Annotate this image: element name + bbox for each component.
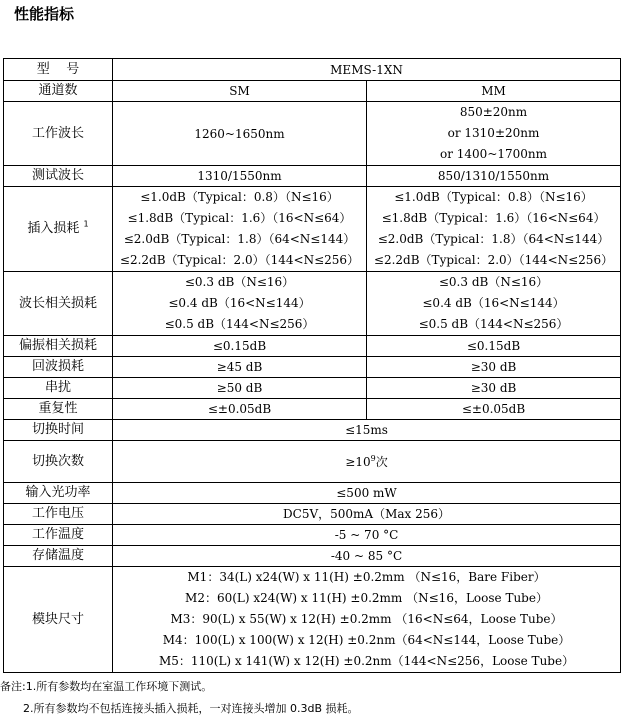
table-row: [4, 187, 621, 272]
footnote-mark: 1: [83, 219, 89, 229]
cell-value: [113, 441, 621, 483]
row-label: 切换次数: [4, 441, 113, 483]
cell-value: ≤±0.05dB: [113, 399, 367, 420]
table-row: [4, 525, 621, 546]
cell-value: ≥50 dB: [113, 378, 367, 399]
row-label: 工作波长: [4, 102, 113, 166]
cell-value: [113, 272, 367, 336]
row-label: 串扰: [4, 378, 113, 399]
table-row: [4, 567, 621, 673]
table-row: [4, 399, 621, 420]
switch-count-suffix: 次: [375, 454, 388, 469]
cell-line: ≤0.3 dB（N≤16）: [184, 275, 295, 289]
row-label: 通道数: [4, 81, 113, 102]
cell-line: 850±20nm: [459, 105, 528, 119]
cell-value: ≥45 dB: [113, 357, 367, 378]
cell-line: M5：110(L) x 141(W) x 12(H) ±0.2nm（144<N≤256，Loose Tube）: [158, 654, 575, 668]
cell-value: SM: [113, 81, 367, 102]
cell-value: ≤0.15dB: [113, 336, 367, 357]
cell-value: ≥30 dB: [367, 378, 621, 399]
switch-count-exp: 9: [370, 453, 376, 463]
table-row: [4, 272, 621, 336]
cell-value: MM: [367, 81, 621, 102]
cell-value: 1310/1550nm: [113, 166, 367, 187]
cell-value: ≤15ms: [113, 420, 621, 441]
row-label: 测试波长: [4, 166, 113, 187]
cell-value: -5 ~ 70 °C: [113, 525, 621, 546]
table-row: [4, 483, 621, 504]
cell-value: [113, 187, 367, 272]
cell-value: 1260~1650nm: [113, 102, 367, 166]
cell-value: [113, 567, 621, 673]
table-row: [4, 420, 621, 441]
table-row: [4, 357, 621, 378]
cell-line: ≤1.8dB（Typical：1.6）（16<N≤64）: [381, 211, 606, 225]
cell-line: ≤2.0dB（Typical：1.8）（64<N≤144）: [123, 232, 356, 246]
cell-value: [367, 187, 621, 272]
row-label: 波长相关损耗: [4, 272, 113, 336]
table-row: [4, 504, 621, 525]
cell-line: ≤1.0dB（Typical：0.8）（N≤16）: [140, 190, 339, 204]
row-label: 存储温度: [4, 546, 113, 567]
table-row: [4, 166, 621, 187]
cell-line: ≤0.5 dB（144<N≤256）: [418, 317, 569, 331]
row-label: 模块尺寸: [4, 567, 113, 673]
cell-line: M2：60(L) x24(W) x 11(H) ±0.2mm （N≤16，Loose Tube）: [185, 591, 548, 605]
row-label: 型 号: [4, 59, 113, 81]
cell-value: -40 ~ 85 °C: [113, 546, 621, 567]
row-label: [4, 187, 113, 272]
cell-line: ≤0.5 dB（144<N≤256）: [164, 317, 315, 331]
footnote-2: 2.所有参数均不包括连接头插入损耗，一对连接头增加 0.3dB 损耗。: [23, 702, 359, 715]
footnote-1: 备注:1.所有参数均在室温工作环境下测试。: [0, 680, 213, 693]
row-label: 回波损耗: [4, 357, 113, 378]
cell-value: 850/1310/1550nm: [367, 166, 621, 187]
spec-table: [3, 58, 621, 673]
row-label: 输入光功率: [4, 483, 113, 504]
cell-line: ≤2.2dB（Typical：2.0）（144<N≤256）: [373, 253, 614, 267]
row-label: 偏振相关损耗: [4, 336, 113, 357]
cell-value: [367, 272, 621, 336]
cell-line: ≤2.2dB（Typical：2.0）（144<N≤256）: [119, 253, 360, 267]
page-title: 性能指标: [14, 5, 75, 23]
table-row: [4, 102, 621, 166]
cell-value: ≤500 mW: [113, 483, 621, 504]
row-label: 工作电压: [4, 504, 113, 525]
cell-line: ≤0.3 dB（N≤16）: [438, 275, 549, 289]
cell-value: ≥30 dB: [367, 357, 621, 378]
row-label: 工作温度: [4, 525, 113, 546]
table-row: [4, 378, 621, 399]
model-value: MEMS-1XN: [113, 59, 621, 81]
table-row: [4, 336, 621, 357]
cell-line: ≤0.4 dB（16<N≤144）: [422, 296, 565, 310]
cell-line: ≤0.4 dB（16<N≤144）: [168, 296, 311, 310]
cell-line: or 1400~1700nm: [440, 147, 548, 161]
cell-line: M3：90(L) x 55(W) x 12(H) ±0.2mm （16<N≤64，Loose Tube）: [170, 612, 563, 626]
cell-line: ≤1.8dB（Typical：1.6）（16<N≤64）: [127, 211, 352, 225]
table-row: [4, 59, 621, 81]
cell-line: or 1310±20nm: [447, 126, 540, 140]
cell-line: M1：34(L) x24(W) x 11(H) ±0.2mm （N≤16，Bare Fiber）: [187, 570, 546, 584]
cell-value: [367, 102, 621, 166]
table-row: [4, 546, 621, 567]
cell-value: ≤±0.05dB: [367, 399, 621, 420]
row-label-text: 插入损耗: [27, 221, 80, 236]
table-row: [4, 81, 621, 102]
cell-line: M4：100(L) x 100(W) x 12(H) ±0.2nm（64<N≤144，Loose Tube）: [162, 633, 571, 647]
table-row: [4, 441, 621, 483]
row-label: 重复性: [4, 399, 113, 420]
cell-line: ≤2.0dB（Typical：1.8）（64<N≤144）: [377, 232, 610, 246]
row-label: 切换时间: [4, 420, 113, 441]
switch-count-prefix: ≥10: [345, 454, 371, 469]
cell-value: DC5V，500mA（Max 256）: [113, 504, 621, 525]
cell-value: ≤0.15dB: [367, 336, 621, 357]
cell-line: ≤1.0dB（Typical：0.8）（N≤16）: [394, 190, 593, 204]
